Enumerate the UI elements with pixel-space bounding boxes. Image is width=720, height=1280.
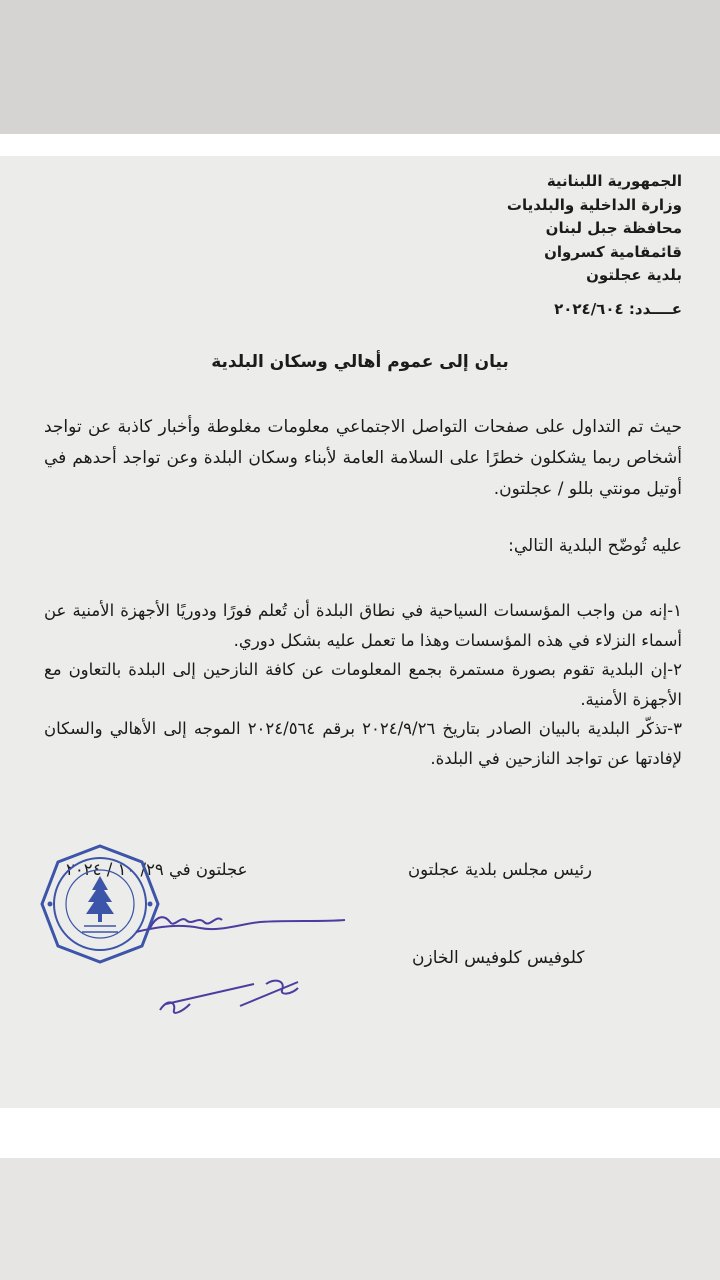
letterhead-line: محافظة جبل لبنان — [545, 219, 682, 237]
intro-paragraph: حيث تم التداول على صفحات التواصل الاجتماعي معلومات مغلوطة وأخبار كاذبة عن تواجد أشخاص ربما يشكلون خطرًا على السلامة العامة لأبناء وسكان البلدة وعن تواجد أحدهم في أوتيل مونتي بللو / عجلتون. — [44, 417, 682, 499]
signer-name: كلوفيس كلوفيس الخازن — [412, 948, 585, 968]
point-item: ٢-إن البلدية تقوم بصورة مستمرة بجمع المعلومات عن كافة النازحين إلى البلدة بالتعاون مع الأجهزة الأمنية. — [44, 660, 682, 709]
point-item: ١-إنه من واجب المؤسسات السياحية في نطاق البلدة أن تُعلم فورًا ودوريًا الأجهزة الأمنية عن أسماء النزلاء في هذه المؤسسات وهذا ما تعمل عليه بشكل دوري. — [44, 601, 682, 650]
top-background — [0, 0, 720, 134]
letterhead — [507, 170, 682, 288]
point-item: ٣-تذكّر البلدية بالبيان الصادر بتاريخ ٢٠٢٤/٩/٢٦ برقم ٢٠٢٤/٥٦٤ الموجه إلى الأهالي والسكان لإفادتها عن تواجد النازحين في البلدة. — [44, 719, 682, 768]
date-line: عجلتون في ٢٩/ ١٠ / ٢٠٢٤ — [66, 860, 248, 879]
signature-scribble-icon — [130, 898, 350, 1038]
letterhead-line: وزارة الداخلية والبلديات — [506, 195, 682, 214]
spacer — [0, 1108, 720, 1158]
letter-document — [0, 156, 720, 1108]
clarification-lead: عليه تُوضّح البلدية التالي: — [508, 536, 682, 556]
letterhead-line: بلدية عجلتون — [586, 266, 682, 284]
signer-title: رئيس مجلس بلدية عجلتون — [408, 860, 593, 879]
statement-title: بيان إلى عموم أهالي وسكان البلدية — [211, 352, 509, 372]
spacer — [0, 134, 720, 156]
bottom-background — [0, 1158, 720, 1280]
letterhead-line: الجمهورية اللبنانية — [546, 172, 682, 190]
points-list — [44, 596, 682, 773]
reference-number: عــــدد: ٢٠٢٤/٦٠٤ — [554, 300, 682, 318]
letterhead-line: قائمقامية كسروان — [544, 242, 682, 261]
